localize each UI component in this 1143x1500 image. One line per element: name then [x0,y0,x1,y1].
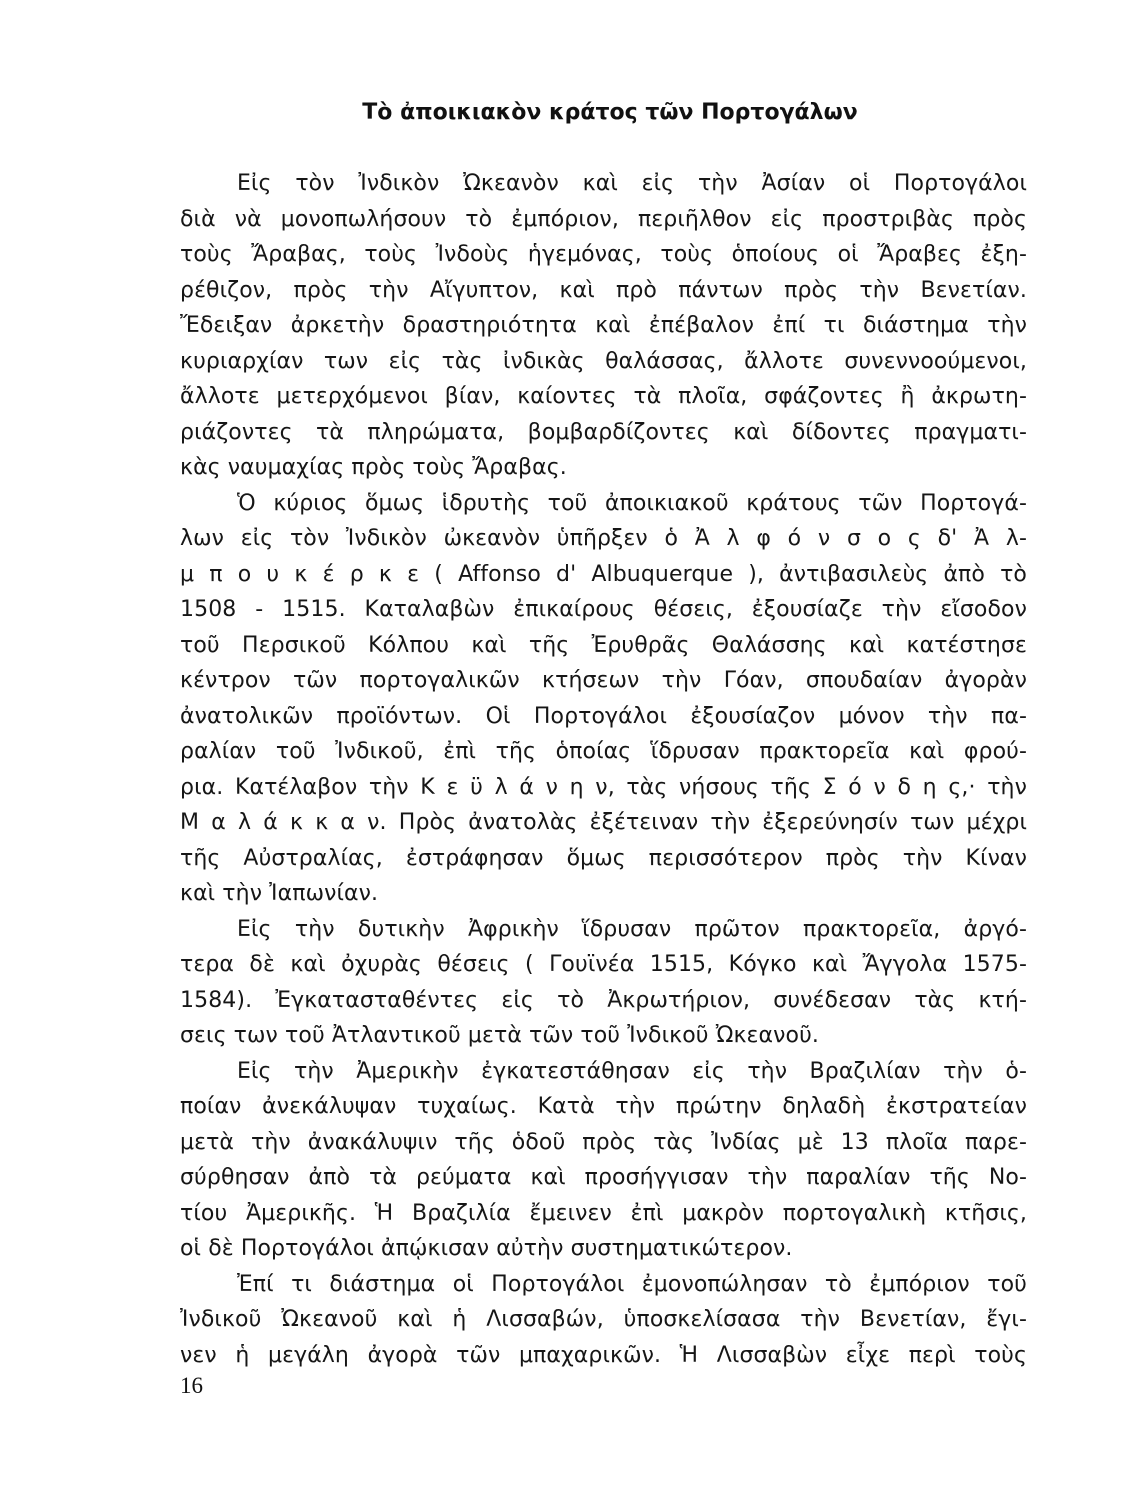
text-line: ποίαν ἀνεκάλυψαν τυχαίως. Κατὰ τὴν πρώτην δηλαδὴ ἐκστρατείαν [180,1094,1027,1119]
text-line: τερα δὲ καὶ ὀχυρὰς θέσεις ( Γουϊνέα 1515, Κόγκο καὶ Ἄγγολα 1575- [180,952,1027,977]
text-line: ρέθιζον, πρὸς τὴν Αἴγυπτον, καὶ πρὸ πάντων πρὸς τὴν Βενετίαν. [180,277,1027,303]
text-line: μ π ο υ κ έ ρ κ ε ( Affonso d' Albuquerque ), ἀντιβασιλεὺς ἀπὸ τὸ [180,561,1027,587]
text-line: λων εἰς τὸν Ἰνδικὸν ὠκεανὸν ὑπῆρξεν ὁ Ἀ λ φ ό ν σ ο ς δ' Ἀ λ- [180,526,1027,551]
text-line: διὰ νὰ μονοπωλήσουν τὸ ἐμπόριον, περιῆλθον εἰς προστριβὰς πρὸς [180,206,1027,232]
text-line: ἀνατολικῶν προϊόντων. Οἱ Πορτογάλοι ἐξουσίαζον μόνον τὴν πα- [180,703,1027,729]
text-line: ραλίαν τοῦ Ἰνδικοῦ, ἐπὶ τῆς ὁποίας ἵδρυσαν πρακτορεῖα καὶ φρού- [180,739,1027,764]
text-line: κὰς ναυμαχίας πρὸς τοὺς Ἄραβας. [180,455,567,480]
text-line: ἄλλοτε μετερχόμενοι βίαν, καίοντες τὰ πλοῖα, σφάζοντες ἢ ἀκρωτη- [180,384,1027,409]
text-line: Εἰς τὴν δυτικὴν Ἀφρικὴν ἵδρυσαν πρῶτον πρακτορεῖα, ἀργό- [237,916,1027,942]
text-line: νεν ἡ μεγάλη ἀγορὰ τῶν μπαχαρικῶν. Ἡ Λισσαβὼν εἶχε περὶ τοὺς [180,1342,1027,1368]
text-line: 1508 - 1515. Καταλαβὼν ἐπικαίρους θέσεις, ἐξουσίαζε τὴν εἴσοδον [180,597,1027,622]
text-line: μετὰ τὴν ἀνακάλυψιν τῆς ὁδοῦ πρὸς τὰς Ἰνδίας μὲ 13 πλοῖα παρε- [180,1129,1027,1155]
text-line: σύρθησαν ἀπὸ τὰ ρεύματα καὶ προσήγγισαν τὴν παραλίαν τῆς Νο- [180,1165,1027,1190]
text-line: Ἔδειξαν ἀρκετὴν δραστηριότητα καὶ ἐπέβαλον ἐπί τι διάστημα τὴν [180,313,1027,338]
text-line: ριάζοντες τὰ πληρώματα, βομβαρδίζοντες καὶ δίδοντες πραγματι- [180,419,1027,445]
text-line: Μ α λ ά κ κ α ν. Πρὸς ἀνατολὰς ἐξέτειναν τὴν ἐξερεύνησίν των μέχρι [180,810,1027,835]
text-line: Ἐπί τι διάστημα οἱ Πορτογάλοι ἐμονοπώλησαν τὸ ἐμπόριον τοῦ [237,1271,1027,1297]
text-line: οἱ δὲ Πορτογάλοι ἀπῴκισαν αὐτὴν συστηματικώτερον. [180,1236,793,1261]
text-line: Ὁ κύριος ὅμως ἱδρυτὴς τοῦ ἀποικιακοῦ κράτους τῶν Πορτογά- [237,490,1027,516]
text-line: Εἰς τὸν Ἰνδικὸν Ὠκεανὸν καὶ εἰς τὴν Ἀσίαν οἱ Πορτογάλοι [237,171,1027,196]
page-number: 16 [180,1373,203,1398]
body-text [180,166,1027,1373]
text-line: τῆς Αὐστραλίας, ἐστράφησαν ὅμως περισσότερον πρὸς τὴν Κίναν [180,845,1027,871]
page-title: Τὸ ἀποικιακὸν κράτος τῶν Πορτογάλων [362,100,858,125]
text-line: Εἰς τὴν Ἀμερικὴν ἐγκατεστάθησαν εἰς τὴν Βραζιλίαν τὴν ὁ- [237,1058,1027,1084]
text-line: τοὺς Ἄραβας, τοὺς Ἰνδοὺς ἡγεμόνας, τοὺς ὁποίους οἱ Ἄραβες ἐξη- [180,242,1027,267]
text-line: Ἰνδικοῦ Ὠκεανοῦ καὶ ἡ Λισσαβών, ὑποσκελίσασα τὴν Βενετίαν, ἔγι- [180,1307,1027,1332]
text-line: καὶ τὴν Ἰαπωνίαν. [180,881,379,906]
text-line: ρια. Κατέλαβον τὴν Κ ε ϋ λ ά ν η ν, τὰς νήσους τῆς Σ ό ν δ η ς,· τὴν [180,774,1027,800]
text-line: τίου Ἀμερικῆς. Ἡ Βραζιλία ἔμεινεν ἐπὶ μακρὸν πορτογαλικὴ κτῆσις, [180,1200,1027,1226]
text-line: 1584). Ἐγκατασταθέντες εἰς τὸ Ἀκρωτήριον, συνέδεσαν τὰς κτή- [180,987,1027,1013]
text-line: κυριαρχίαν των εἰς τὰς ἰνδικὰς θαλάσσας, ἄλλοτε συνεννοούμενοι, [180,348,1027,374]
text-line: τοῦ Περσικοῦ Κόλπου καὶ τῆς Ἐρυθρᾶς Θαλάσσης καὶ κατέστησε [180,632,1027,658]
text-line: κέντρον τῶν πορτογαλικῶν κτήσεων τὴν Γόαν, σπουδαίαν ἀγορὰν [180,668,1027,693]
text-line: σεις των τοῦ Ἀτλαντικοῦ μετὰ τῶν τοῦ Ἰνδικοῦ Ὠκεανοῦ. [180,1023,819,1048]
